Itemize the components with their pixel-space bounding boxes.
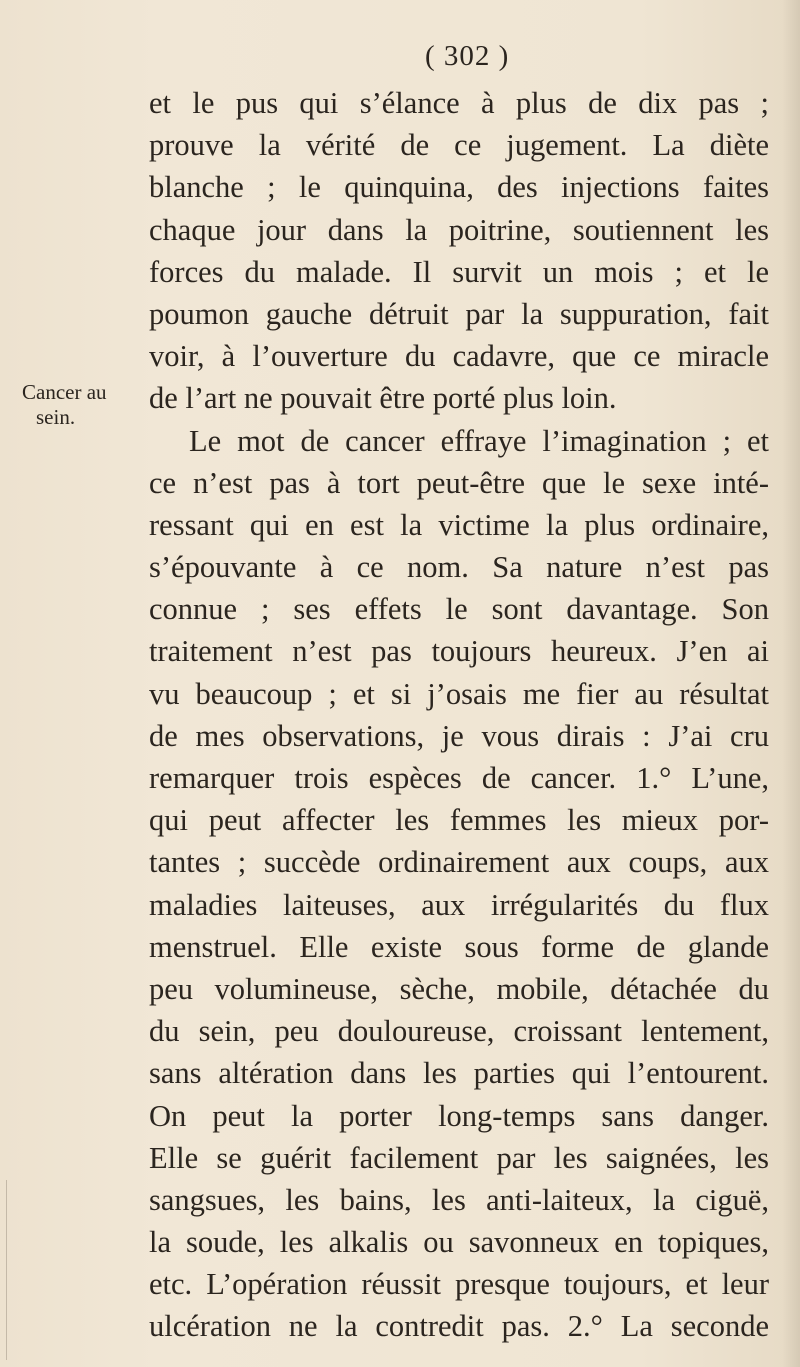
- text-line: de l’art ne pouvait être porté plus loin.: [149, 381, 617, 416]
- page-edge-shadow: [782, 0, 800, 1367]
- text-line: qui peut affecter les femmes les mieux por-: [149, 803, 769, 838]
- text-line: Elle se guérit facilement par les saignées, les: [149, 1140, 769, 1175]
- margin-note: [22, 380, 122, 430]
- text-line: ce n’est pas à tort peut-être que le sexe inté-: [149, 465, 769, 500]
- text-line: poumon gauche détruit par la suppuration, fait: [149, 296, 769, 331]
- text-line: On peut la porter long-temps sans danger.: [149, 1098, 769, 1133]
- text-line: prouve la vérité de ce jugement. La diète: [149, 128, 769, 163]
- text-line: remarquer trois espèces de cancer. 1.° L’une,: [149, 761, 769, 795]
- text-line: menstruel. Elle existe sous forme de glande: [149, 929, 769, 964]
- text-line: chaque jour dans la poitrine, soutiennent les: [149, 212, 769, 247]
- text-line: blanche ; le quinquina, des injections faites: [149, 170, 769, 205]
- text-line: de mes observations, je vous dirais : J’ai cru: [149, 718, 769, 753]
- text-line: Le mot de cancer effraye l’imagination ; et: [189, 423, 769, 458]
- text-line: etc. L’opération réussit presque toujours, et leur: [149, 1267, 769, 1302]
- margin-note-line: sein.: [36, 405, 76, 429]
- text-line: voir, à l’ouverture du cadavre, que ce miracle: [149, 339, 769, 374]
- text-line: connue ; ses effets le sont davantage. Son: [149, 592, 769, 627]
- text-line: sangsues, les bains, les anti-laiteux, la ciguë,: [149, 1182, 769, 1217]
- margin-rule: [6, 1180, 7, 1360]
- text-line: peu volumineuse, sèche, mobile, détachée du: [149, 971, 769, 1006]
- text-line: du sein, peu douloureuse, croissant lentement,: [149, 1014, 769, 1049]
- text-line: vu beaucoup ; et si j’osais me fier au résultat: [149, 676, 769, 711]
- text-line: la soude, les alkalis ou savonneux en topiques,: [149, 1225, 769, 1260]
- text-line: tantes ; succède ordinairement aux coups, aux: [149, 845, 769, 880]
- text-line: maladies laiteuses, aux irrégularités du flux: [149, 887, 769, 922]
- margin-note-line: Cancer au: [22, 380, 107, 404]
- text-line: forces du malade. Il survit un mois ; et le: [149, 254, 769, 289]
- text-line: sans altération dans les parties qui l’entourent.: [149, 1056, 769, 1091]
- text-line: et le pus qui s’élance à plus de dix pas ;: [149, 86, 769, 120]
- body-text: [149, 82, 769, 1348]
- page-number: ( 302 ): [425, 40, 510, 72]
- text-line: traitement n’est pas toujours heureux. J’en ai: [149, 634, 769, 669]
- text-line: ressant qui en est la victime la plus ordinaire,: [149, 507, 769, 542]
- text-line: ulcération ne la contredit pas. 2.° La seconde: [149, 1309, 769, 1344]
- text-line: s’épouvante à ce nom. Sa nature n’est pas: [149, 550, 769, 585]
